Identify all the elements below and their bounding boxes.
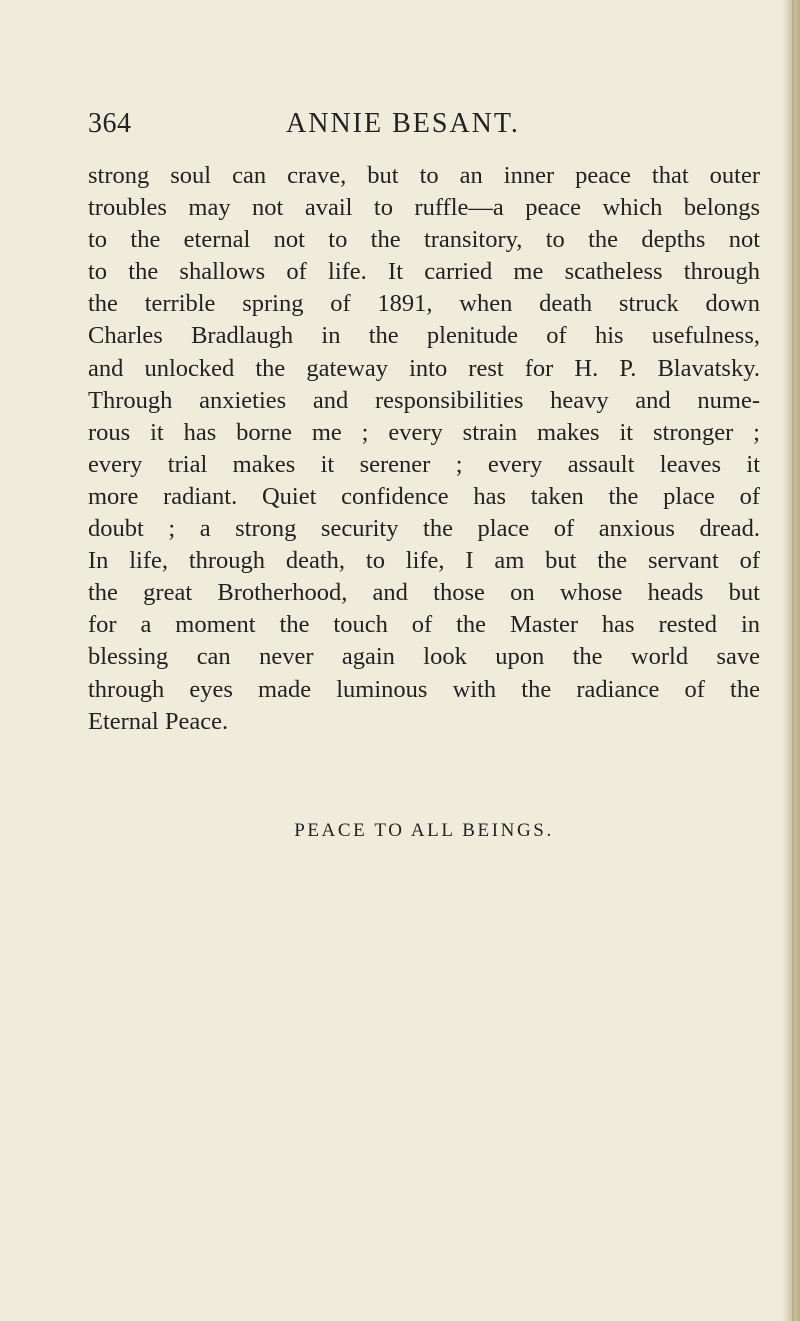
text-line: strong soul can crave, but to an inner peace that outer (88, 162, 760, 189)
text-line: to the eternal not to the transitory, to the depths not (88, 226, 760, 254)
text-line: the terrible spring of 1891, when death struck down (88, 290, 760, 318)
text-line: and unlocked the gateway into rest for H. P. Blavatsky. (88, 354, 760, 382)
text-line: troubles may not avail to ruffle—a peace which belongs (88, 194, 760, 222)
text-line: In life, through death, to life, I am but the servant of (88, 547, 760, 575)
text-line: Charles Bradlaugh in the plenitude of his usefulness, (88, 322, 760, 350)
running-title: ANNIE BESANT. (286, 108, 520, 139)
page-edge-line (792, 0, 794, 1321)
text-line: for a moment the touch of the Master has rested in (88, 611, 760, 639)
text-line: rous it has borne me ; every strain makes it stronger ; (88, 418, 760, 446)
closing-line: PEACE TO ALL BEINGS. (294, 820, 554, 841)
text-line: through eyes made luminous with the radiance of the (88, 675, 760, 703)
running-head (88, 108, 760, 148)
text-line: Through anxieties and responsibilities heavy and nume- (88, 386, 760, 414)
text-line: to the shallows of life. It carried me scatheless through (88, 258, 760, 286)
body-paragraph (88, 160, 760, 738)
page-number: 364 (88, 108, 132, 139)
text-line: blessing can never again look upon the world save (88, 643, 760, 671)
page-edge-shadow (782, 0, 800, 1321)
text-line: Eternal Peace. (88, 707, 229, 735)
text-line: the great Brotherhood, and those on whose heads but (88, 579, 760, 607)
text-line: more radiant. Quiet confidence has taken the place of (88, 482, 760, 510)
text-line: doubt ; a strong security the place of anxious dread. (88, 515, 760, 543)
text-line: every trial makes it serener ; every assault leaves it (88, 450, 760, 478)
